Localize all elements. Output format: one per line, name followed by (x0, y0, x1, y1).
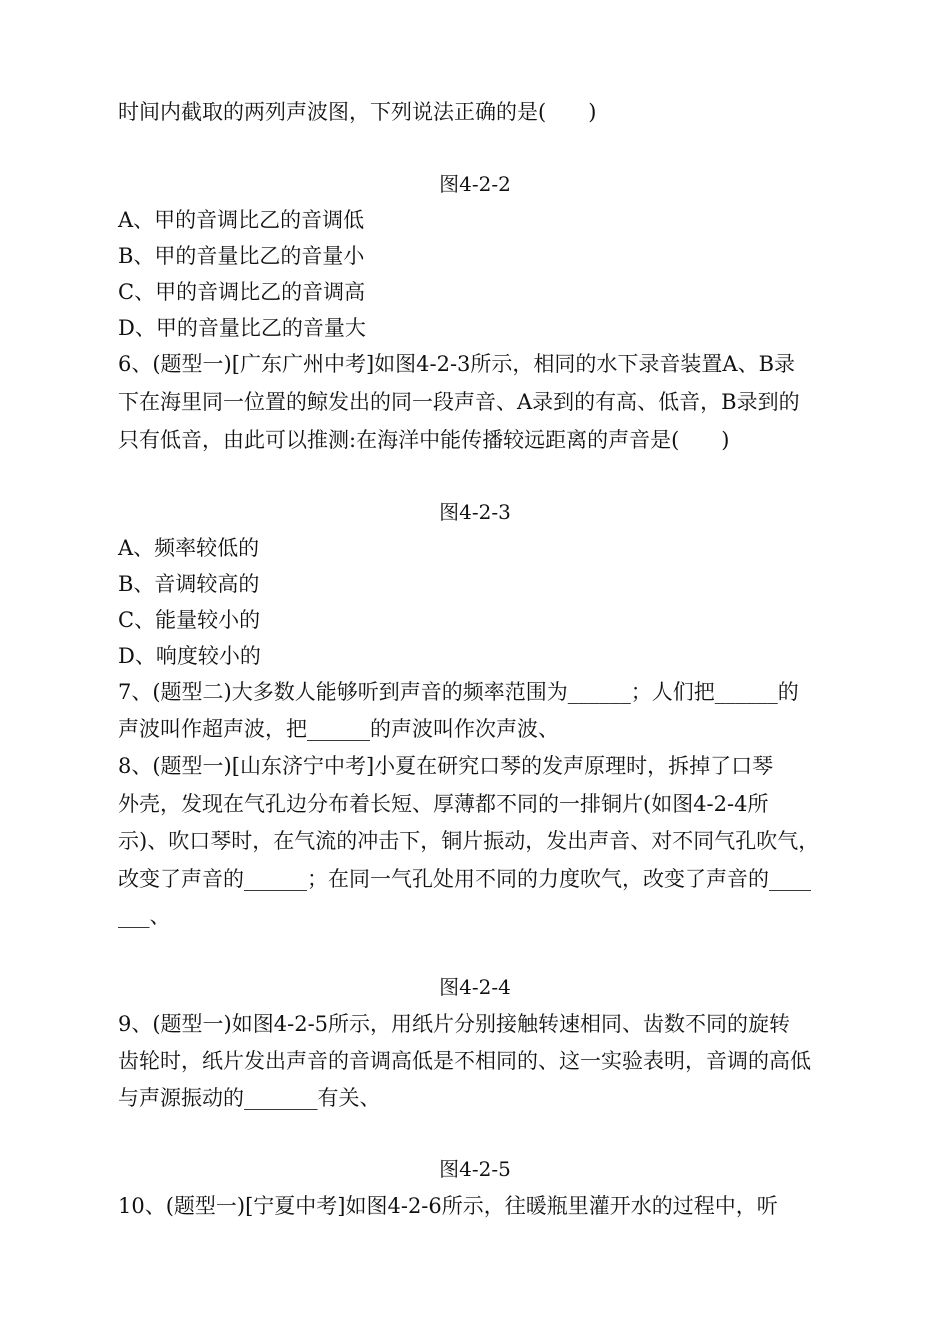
question-6-option-d: D、响度较小的 (118, 644, 261, 668)
question-6-option-a: A、频率较低的 (118, 536, 260, 560)
question-5-option-d: D、甲的音量比乙的音量大 (118, 316, 366, 340)
figure-caption-4-2-4: 图4-2-4 (439, 975, 511, 999)
figure-caption-4-2-3: 图4-2-3 (439, 500, 511, 524)
question-8-line-4: 改变了声音的______；在同一气孔处用不同的力度吹气，改变了声音的____ (118, 867, 811, 891)
question-6-option-b: B、音调较高的 (118, 572, 260, 596)
question-5-option-a: A、甲的音调比乙的音调低 (118, 208, 365, 232)
question-5-option-c: C、甲的音调比乙的音调高 (118, 280, 366, 304)
figure-caption-4-2-5: 图4-2-5 (439, 1157, 511, 1181)
question-8-line-1: 8、(题型一)[山东济宁中考]小夏在研究口琴的发声原理时，拆掉了口琴 (118, 754, 774, 778)
question-8-line-3: 示)、吹口琴时，在气流的冲击下，铜片振动，发出声音、对不同气孔吹气， (118, 829, 820, 853)
question-8-line-5: ___、 (118, 904, 171, 928)
question-7-line-1: 7、(题型二)大多数人能够听到声音的频率范围为______；人们把______的 (118, 680, 799, 704)
question-9-line-3: 与声源振动的_______有关、 (118, 1086, 381, 1110)
question-5-option-b: B、甲的音量比乙的音量小 (118, 244, 365, 268)
question-6-line-2: 下在海里同一位置的鲸发出的同一段声音、A录到的有高、低音，B录到的 (118, 390, 800, 414)
question-9-line-2: 齿轮时，纸片发出声音的音调高低是不相同的、这一实验表明，音调的高低 (118, 1049, 811, 1073)
figure-caption-4-2-2: 图4-2-2 (439, 172, 511, 196)
question-8-line-2: 外壳，发现在气孔边分布着长短、厚薄都不同的一排铜片(如图4-2-4所 (118, 792, 769, 816)
question-6-line-3: 只有低音，由此可以推测:在海洋中能传播较远距离的声音是( ) (118, 428, 730, 452)
question-6-line-1: 6、(题型一)[广东广州中考]如图4-2-3所示，相同的水下录音装置A、B录 (118, 352, 796, 376)
question-5-stem-line: 时间内截取的两列声波图，下列说法正确的是( ) (118, 100, 597, 124)
question-6-option-c: C、能量较小的 (118, 608, 261, 632)
question-10-line-1: 10、(题型一)[宁夏中考]如图4-2-6所示，往暖瓶里灌开水的过程中，听 (118, 1194, 778, 1218)
question-7-line-2: 声波叫作超声波，把______的声波叫作次声波、 (118, 717, 559, 741)
question-9-line-1: 9、(题型一)如图4-2-5所示，用纸片分别接触转速相同、齿数不同的旋转 (118, 1012, 791, 1036)
